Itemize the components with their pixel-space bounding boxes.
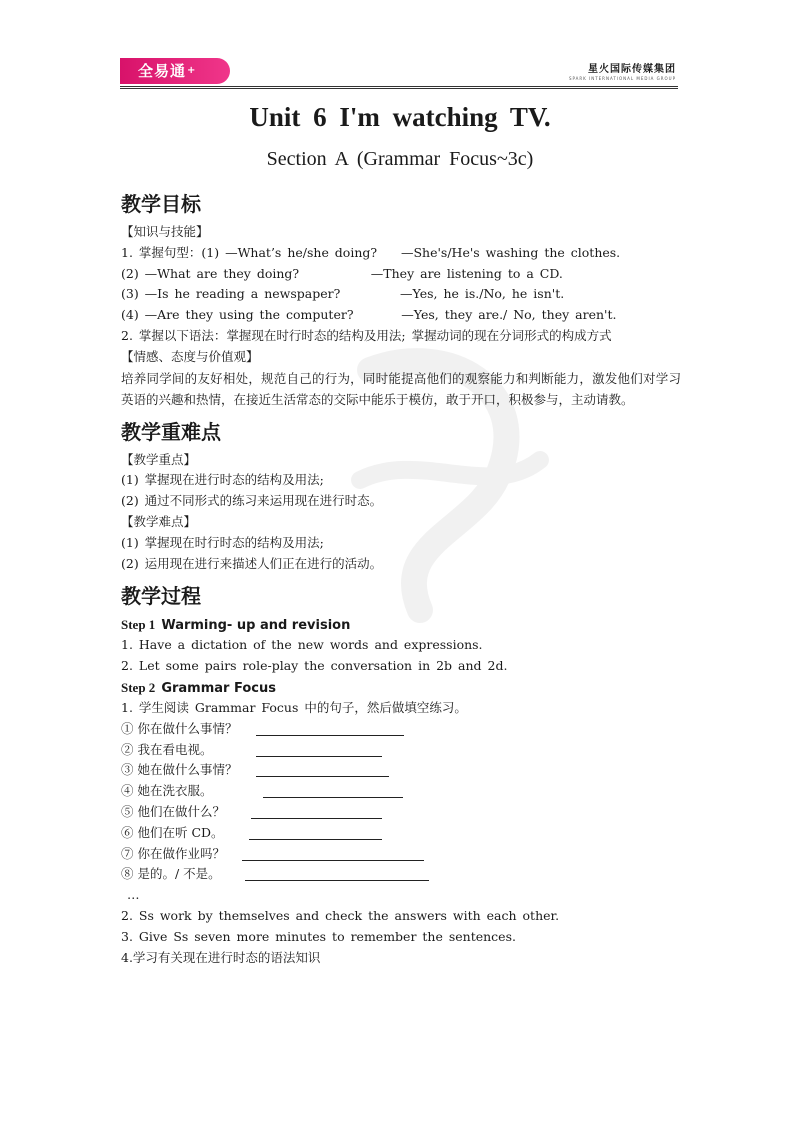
publisher-name-en: SPARK INTERNATIONAL MEDIA GROUP — [568, 76, 676, 81]
step-1-heading — [121, 614, 681, 635]
answer-blank[interactable] — [263, 797, 403, 798]
exercise-item-7: ⑦ 你在做作业吗？ — [121, 844, 681, 865]
step-1-line-2: 2. Let some pairs role-play the conversation in 2b and 2d. — [121, 658, 508, 674]
goal-line-1: 1. 掌握句型：(1) —What’s he/she doing? —She's/He's washing the clothes. — [121, 244, 621, 260]
step-1-number: Step 1 — [121, 617, 156, 633]
difficulty-1: (1) 掌握现在时行时态的结构及用法; — [121, 534, 324, 550]
answer-blank[interactable] — [256, 735, 404, 736]
step-1-line-1: 1. Have a dictation of the new words and expressions. — [121, 637, 483, 653]
answer-blank[interactable] — [256, 756, 382, 757]
logo-text: 全易通 — [138, 62, 187, 80]
exercise-item-8: ⑧ 是的。/ 不是。 — [121, 864, 681, 885]
answer-blank[interactable] — [249, 839, 382, 840]
header-divider-second — [120, 88, 678, 89]
document-subtitle: Section A (Grammar Focus~3c) — [266, 148, 534, 170]
step-2-line-2: 2. Ss work by themselves and check the answers with each other. — [121, 907, 560, 923]
section-heading-process: 教学过程 — [121, 584, 201, 609]
exercise-item-2: ② 我在看电视。 — [121, 740, 681, 761]
key-point-2: (2) 通过不同形式的练习来运用现在进行时态。 — [121, 493, 383, 509]
goal-line-5: 2. 掌握以下语法：掌握现在时行时态的结构及用法; 掌握动词的现在分词形式的构成方式 — [121, 327, 612, 343]
document-body — [121, 186, 681, 968]
key-point-1: (1) 掌握现在进行时态的结构及用法; — [121, 472, 324, 488]
answer-blank[interactable] — [245, 880, 429, 881]
section-heading-key-points: 教学重难点 — [121, 419, 221, 444]
difficulty-2: (2) 运用现在进行来描述人们正在进行的活动。 — [121, 555, 383, 571]
answer-blank[interactable] — [256, 776, 389, 777]
step-2-title: Grammar Focus — [161, 680, 276, 696]
subheading-attitude: 【情感、态度与价值观】 — [121, 348, 259, 364]
subheading-key-points: 【教学重点】 — [121, 451, 197, 467]
subheading-knowledge: 【知识与技能】 — [121, 224, 209, 239]
step-2-heading — [121, 677, 681, 698]
attitude-paragraph: 培养同学间的友好相处，规范自己的行为，同时能提高他们的观察能力和判断能力，激发他们对学习英语的兴趣和热情，在接近生活常态的交际中能乐于模仿，敢于开口，积极参与，主动请教。 — [121, 370, 681, 407]
page-header — [120, 56, 678, 88]
step-2-line-1: 1. 学生阅读 Grammar Focus 中的句子，然后做填空练习。 — [121, 699, 467, 715]
publisher-name-cn: 星火国际传媒集团 — [588, 64, 676, 75]
goal-line-3: (3) —Is he reading a newspaper? —Yes, he is./No, he isn't. — [121, 286, 565, 302]
exercise-ellipsis: … — [127, 887, 140, 903]
goal-line-4: (4) —Are they using the computer? —Yes, they are./ No, they aren't. — [121, 307, 617, 323]
exercise-item-1: ① 你在做什么事情？ — [121, 719, 681, 740]
answer-blank[interactable] — [251, 818, 382, 819]
exercise-item-5: ⑤ 他们在做什么？ — [121, 802, 681, 823]
goal-line-2: (2) —What are they doing? —They are listening to a CD. — [121, 265, 563, 281]
step-2-number: Step 2 — [121, 679, 156, 695]
document-title: Unit 6 I'm watching TV. — [249, 102, 551, 132]
step-2-line-3: 3. Give Ss seven more minutes to remember the sentences. — [121, 928, 516, 944]
exercise-item-6: ⑥ 他们在听 CD。 — [121, 823, 681, 844]
header-divider — [120, 86, 678, 87]
step-1-title: Warming- up and revision — [161, 618, 351, 634]
answer-blank[interactable] — [242, 860, 424, 861]
publisher-mark — [569, 60, 676, 81]
exercise-item-4: ④ 她在洗衣服。 — [121, 781, 681, 802]
step-2-line-4: 4.学习有关现在进行时态的语法知识 — [121, 949, 321, 965]
logo-star: + — [187, 65, 197, 76]
subheading-difficulties: 【教学难点】 — [121, 513, 197, 529]
brand-logo — [120, 58, 230, 84]
exercise-item-3: ③ 她在做什么事情？ — [121, 760, 681, 781]
section-heading-goals: 教学目标 — [121, 192, 201, 216]
